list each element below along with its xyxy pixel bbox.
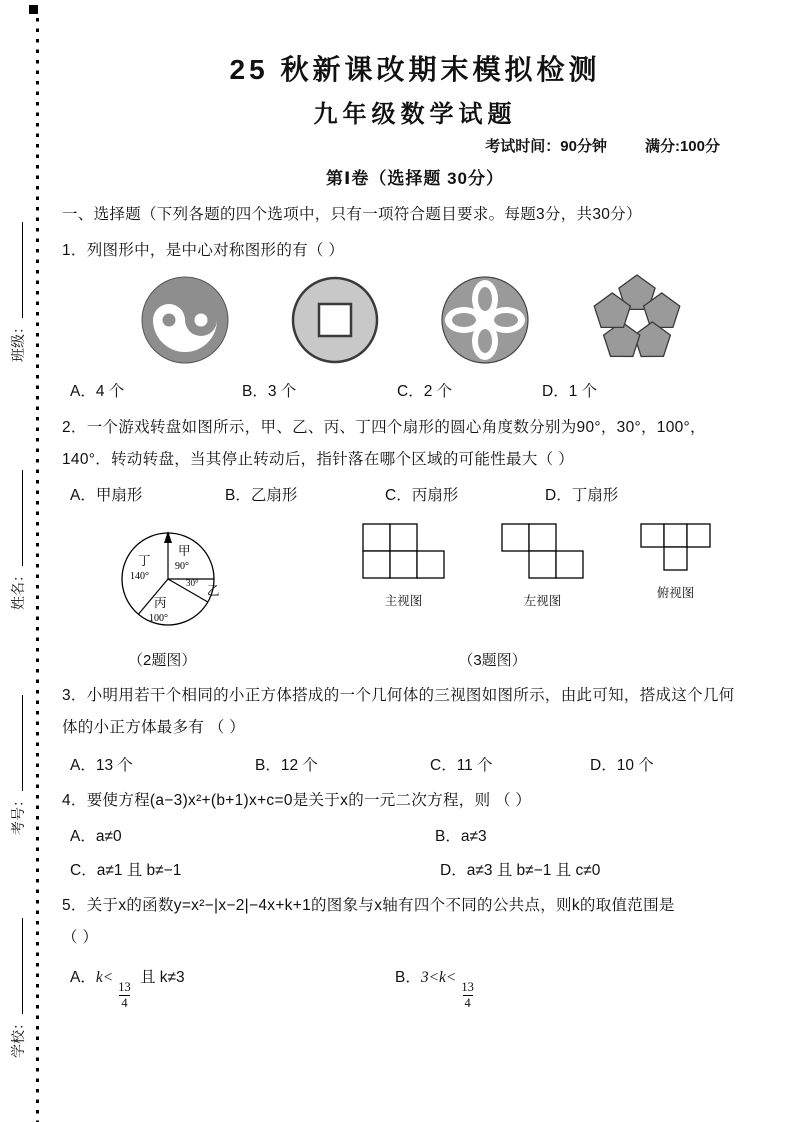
q1-option-b: B．3 个: [242, 382, 297, 400]
fraction-13-4: $\frac{13}{4}$: [118, 980, 131, 1010]
margin-field-exam-number: [8, 655, 28, 835]
question-5-text-line1: 5．关于x的函数y=x²−|x−2|−4x+k+1的图象与x轴有四个不同的公共点，则k的取值范围是: [62, 896, 675, 914]
coin-square-hole-figure: [289, 274, 381, 366]
q5-option-a: [70, 965, 395, 1010]
left-view-block: [501, 523, 584, 609]
school-label: 学校：: [10, 1016, 26, 1058]
q4-option-c: C．a≠1 且 b≠−1: [70, 861, 182, 879]
q5-option-b-math: 3<k<: [420, 969, 457, 987]
three-views-group: [362, 523, 711, 609]
fraction-13-4: $\frac{13}{4}$: [461, 980, 474, 1010]
q3-option-a: A．13 个: [70, 756, 133, 774]
question-4-text: 4．要使方程(a−3)x²+(b+1)x+c=0是关于x的一元二次方程，则 （ ）: [62, 791, 532, 809]
sector-ding-degree: 140°: [130, 571, 149, 582]
class-label: 班级：: [10, 320, 26, 362]
q3-option-b: B．12 个: [255, 756, 318, 774]
question-2-text-line1: 2．一个游戏转盘如图所示，甲、乙、丙、丁四个扇形的圆心角度数分别为90°，30°，100°，: [62, 418, 706, 436]
q2-option-b: B．乙扇形: [225, 487, 298, 504]
sector-ding-label: 丁: [138, 554, 151, 568]
page-title: 25 秋新课改期末模拟检测: [229, 54, 601, 85]
front-view-label: 主视图: [384, 594, 423, 608]
q5-option-b-prefix: B．: [395, 969, 421, 987]
q1-option-a: A．4 个: [70, 382, 125, 400]
corner-mark: [29, 5, 38, 14]
q4-option-d: D．a≠3 且 b≠−1 且 c≠0: [440, 861, 601, 879]
top-view-grid: [640, 523, 711, 571]
exam-content: [62, 0, 768, 1010]
q3-option-c: C．11 个: [430, 756, 493, 774]
q2-figure-caption: （2题图）: [128, 652, 197, 669]
question-4-options-row1: [62, 824, 768, 846]
q1-option-c: C．2 个: [397, 382, 453, 400]
sector-yi-label: 乙: [207, 584, 220, 598]
q2-option-d: D．丁扇形: [545, 487, 619, 504]
question-3-options: [62, 753, 768, 775]
q5-option-a-math: k<: [95, 969, 114, 987]
q1-option-d: D．1 个: [542, 382, 598, 400]
q4-option-b: B．a≠3: [435, 827, 487, 845]
q5-option-a-prefix: A．: [70, 969, 96, 987]
swirl-circle-figure: [139, 274, 231, 366]
q2-q3-figure-row: [62, 513, 768, 645]
school-fill-line[interactable]: [9, 918, 23, 1014]
page-subtitle: 九年级数学试题: [313, 102, 517, 128]
q4-option-a: A．a≠0: [70, 827, 122, 845]
question-1-text: 1．列图形中，是中心对称图形的有（ ）: [62, 242, 345, 260]
spinner-pie-figure: [110, 513, 234, 645]
exam-info: [62, 135, 768, 156]
top-view-label: 俯视图: [656, 586, 695, 600]
question-5-options: [62, 965, 768, 1010]
four-petal-circle-figure: [439, 274, 531, 366]
fold-dotted-line: [36, 18, 39, 1122]
name-fill-line[interactable]: [9, 470, 23, 566]
sector-yi-degree: 30°: [186, 578, 199, 588]
sector-jia-degree: 90°: [175, 561, 189, 572]
q5-option-a-post: 且 k≠3: [135, 969, 185, 987]
exam-number-fill-line[interactable]: [9, 695, 23, 791]
left-view-grid: [501, 523, 584, 579]
question-1-figures: [62, 273, 768, 367]
name-label: 姓名：: [10, 568, 26, 610]
q2-option-a: A．甲扇形: [70, 487, 143, 504]
question-3-text-line2: 体的小正方体最多有 （ ）: [62, 719, 246, 737]
exam-number-label: 考号：: [10, 793, 26, 835]
question-3-text-line1: 3．小明用若干个相同的小正方体搭成的一个几何体的三视图如图所示，由此可知，搭成这个几何: [62, 687, 735, 704]
class-fill-line[interactable]: [9, 222, 23, 318]
front-view-block: [362, 523, 445, 609]
exam-time: 考试时间：90分钟: [485, 138, 607, 155]
figure-captions: [62, 649, 768, 670]
pentagon-ring-figure: [589, 273, 685, 367]
sector-bing-label: 丙: [154, 596, 167, 610]
q3-figure-caption: （3题图）: [458, 652, 527, 669]
q3-option-d: D．10 个: [590, 756, 654, 774]
section-header: 第Ⅰ卷（选择题 30分）: [326, 169, 504, 188]
front-view-grid: [362, 523, 445, 579]
question-1-options: [62, 379, 768, 401]
question-2-text-line2: 140°．转动转盘，当其停止转动后，指针落在哪个区域的可能性最大（ ）: [62, 450, 574, 468]
margin-field-name: [8, 430, 28, 610]
top-view-block: [640, 523, 711, 601]
question-4-options-row2: [62, 858, 768, 880]
q2-option-c: C．丙扇形: [385, 487, 459, 504]
sector-jia-label: 甲: [178, 544, 191, 558]
section-instructions: 一、选择题（下列各题的四个选项中，只有一项符合题目要求。每题3分，共30分）: [62, 206, 642, 223]
margin-field-class: [8, 182, 28, 362]
question-2-options: [62, 483, 768, 505]
left-view-label: 左视图: [523, 594, 562, 608]
q5-option-b: [395, 965, 479, 1010]
margin-field-school: [8, 878, 28, 1058]
question-5-text-line2: （ ）: [62, 929, 99, 946]
full-score: 满分:100分: [644, 138, 720, 155]
sector-bing-degree: 100°: [149, 613, 168, 624]
